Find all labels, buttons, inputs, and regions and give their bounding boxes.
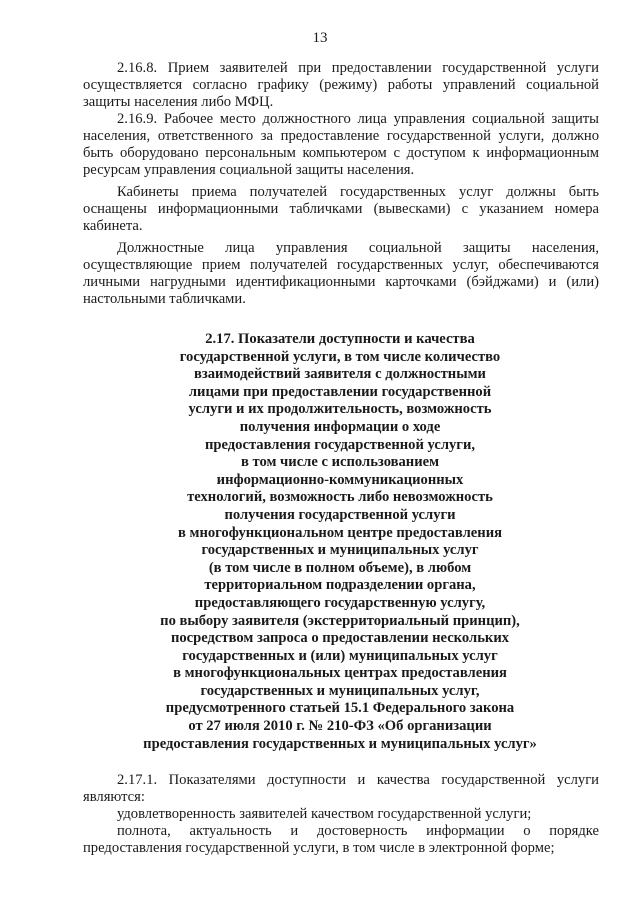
heading-line: государственных и муниципальных услуг: [201, 542, 479, 559]
heading-line: в многофункциональных центрах предоставления: [173, 665, 507, 682]
heading-line: предоставляющего государственную услугу,: [194, 594, 486, 611]
heading-line: информационно-коммуникационных: [216, 471, 464, 488]
heading-line: (в том числе в полном объеме), в любом: [208, 559, 472, 576]
heading-line: государственных и муниципальных услуг,: [200, 682, 480, 699]
page-number: 13: [312, 30, 328, 46]
paragraph-cabinets: Кабинеты приема получателей государственных услуг должны быть оснащены информационными табличками (вывесками) с указанием номера кабинета.: [83, 184, 599, 234]
heading-line: территориальном подразделении органа,: [204, 577, 476, 594]
paragraph-2-16-9: 2.16.9. Рабочее место должностного лица управления социальной защиты населения, ответственного за предоставление государственной услуги, должно быть оборудовано персональным компьютером с доступом к информационным ресурсам управления социальной защиты населения.: [83, 111, 599, 178]
heading-line: предоставления государственных и муниципальных услуг»: [143, 735, 537, 752]
paragraph-officials: Должностные лица управления социальной защиты населения, осуществляющие прием получателей государственных услуг, обеспечиваются личными нагрудными идентификационными карточками (бэйджами) и (или) настольными табличками.: [83, 240, 599, 307]
paragraph-2-16-8: 2.16.8. Прием заявителей при предоставлении государственной услуги осуществляется согласно графику (режиму) работы управлений социальной защиты населения либо МФЦ.: [83, 60, 599, 110]
heading-line: по выбору заявителя (экстерриториальный принцип),: [160, 612, 520, 629]
heading-line: государственной услуги, в том числе количество: [179, 348, 501, 365]
list-item-completeness: полнота, актуальность и достоверность информации о порядке предоставления государственной услуги, в том числе в электронной форме;: [83, 823, 599, 856]
heading-line: взаимодействий заявителя с должностными: [194, 366, 486, 383]
heading-line: в многофункциональном центре предоставления: [177, 524, 502, 541]
paragraph-2-17-1: 2.17.1. Показателями доступности и качества государственной услуги являются:: [83, 772, 599, 805]
heading-line: лицами при предоставлении государственной: [188, 383, 492, 400]
heading-line: услуги и их продолжительность, возможность: [188, 401, 492, 418]
heading-line: предоставления государственной услуги,: [204, 436, 475, 453]
heading-line: предусмотренного статьей 15.1 Федерального закона: [165, 700, 515, 717]
top-text-block: [83, 60, 599, 308]
heading-line: 2.17. Показатели доступности и качества: [205, 331, 475, 347]
heading-line: от 27 июля 2010 г. № 210-ФЗ «Об организации: [188, 718, 492, 735]
list-item-satisfaction: удовлетворенность заявителей качеством государственной услуги;: [117, 806, 532, 822]
heading-line: государственных и (или) муниципальных услуг: [182, 647, 498, 664]
heading-line: технологий, возможность либо невозможность: [187, 489, 493, 506]
heading-line: получения информации о ходе: [239, 418, 441, 435]
heading-line: в том числе с использованием: [240, 454, 440, 471]
section-heading-2-17: [90, 331, 590, 753]
heading-line: получения государственной услуги: [224, 506, 456, 523]
bottom-text-block: [83, 772, 599, 857]
heading-line: посредством запроса о предоставлении нескольких: [170, 630, 510, 647]
